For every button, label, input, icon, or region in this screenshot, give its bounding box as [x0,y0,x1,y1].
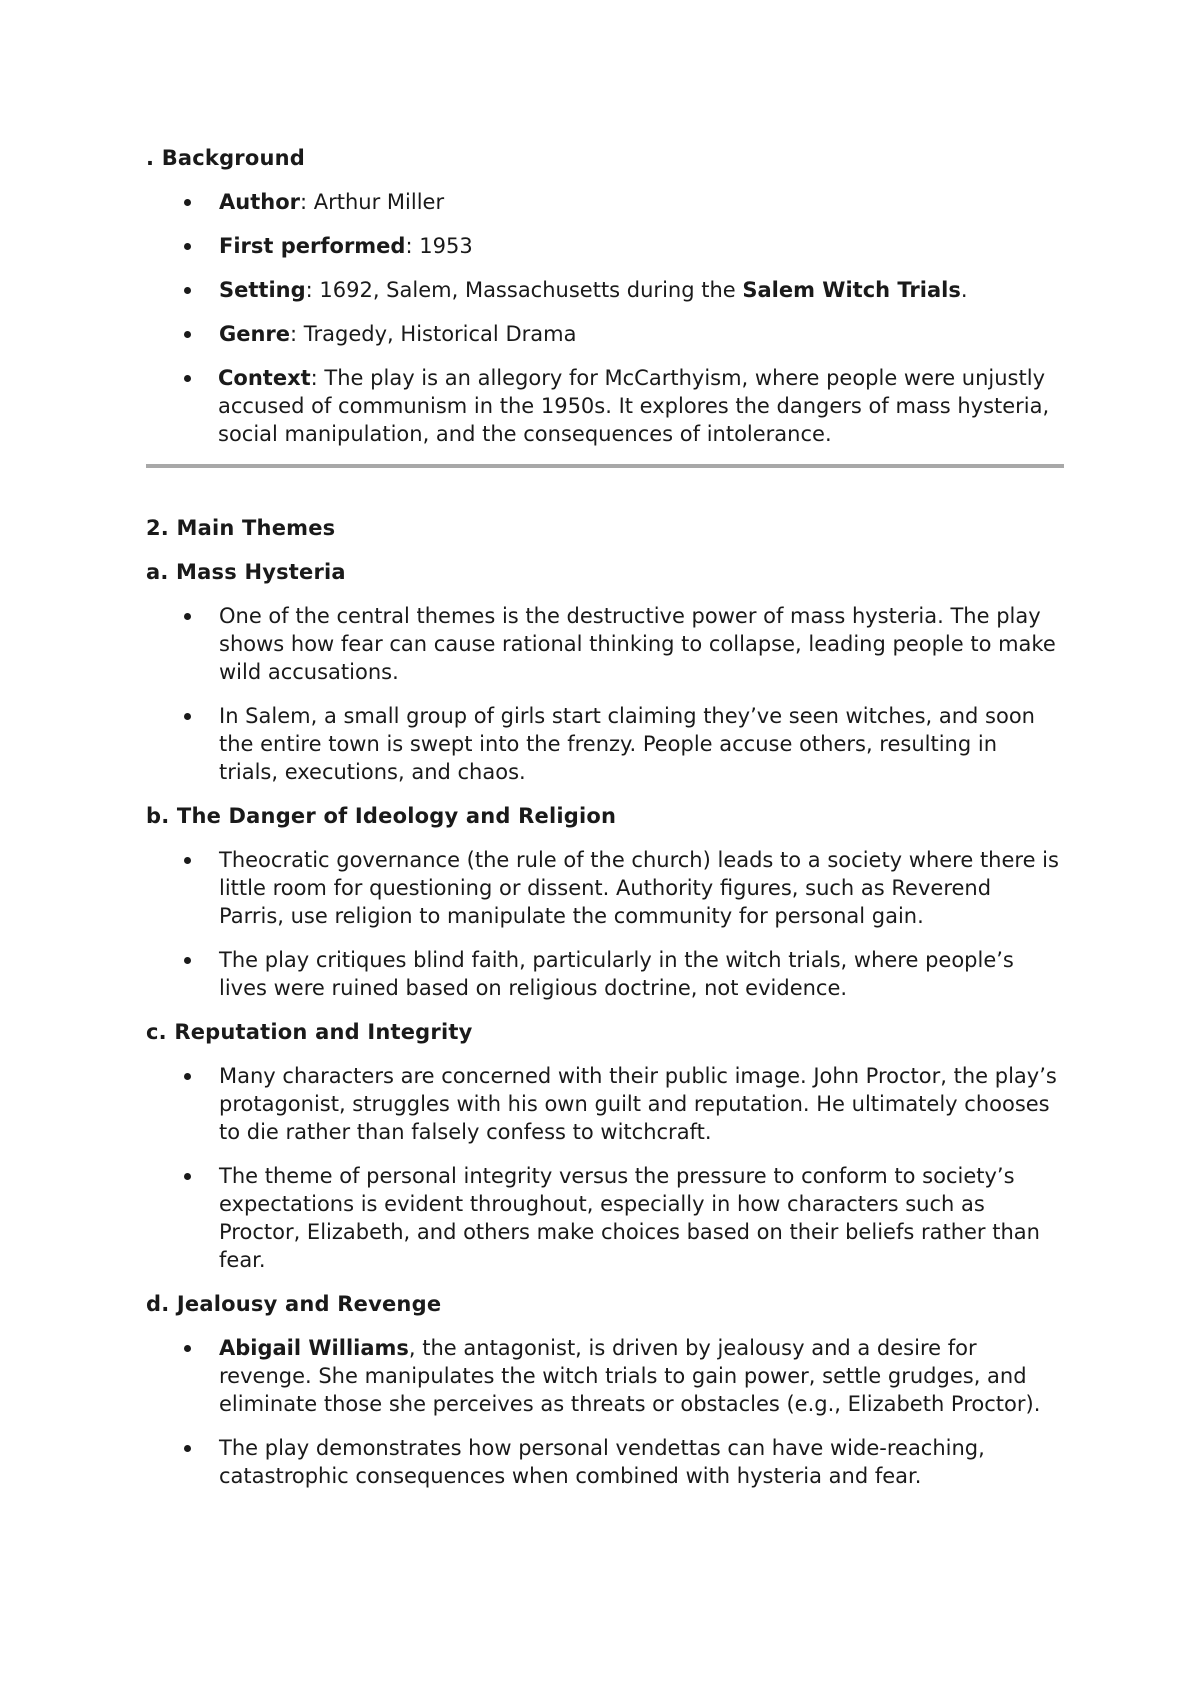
item-sep: : [310,366,325,390]
list-item [146,1434,1059,1490]
list-item [146,1334,1059,1418]
item-text: Theocratic governance (the rule of the church) leads to a society where there is little room for questioning or dissent. Authority figures, such as Reverend Parris, use religion to manipulate the community for personal gain. [219,848,1059,928]
document-page [146,144,1066,1506]
item-bold-phrase: Salem Witch Trials [742,278,961,302]
item-sep: : [290,322,304,346]
list-item [146,276,1059,304]
theme-heading-jealousy-revenge: d. Jealousy and Revenge [146,1292,442,1316]
theme-list [146,1062,1066,1274]
list-item [146,1062,1059,1146]
item-text: The theme of personal integrity versus the pressure to conform to society’s expectations is evident throughout, especially in how characters such as Proctor, Elizabeth, and others make choices based on their beliefs rather than fear. [219,1164,1040,1272]
item-text: The play critiques blind faith, particularly in the witch trials, where people’s lives were ruined based on religious doctrine, not evidence. [219,948,1014,1000]
item-bold-name: Abigail Williams [219,1336,409,1360]
item-text: One of the central themes is the destructive power of mass hysteria. The play shows how fear can cause rational thinking to collapse, leading people to make wild accusations. [219,604,1056,684]
item-tail: . [960,278,968,302]
item-text: , the antagonist, is driven by jealousy and a desire for revenge. She manipulates the witch trials to gain power, settle grudges, and eliminate those she perceives as threats or obstacles (e.g., Elizabeth Proctor). [219,1336,1041,1416]
item-label: Setting [219,278,306,302]
list-item [146,188,1059,216]
list-item [146,364,1058,448]
list-item [146,946,1059,1002]
item-text: In Salem, a small group of girls start claiming they’ve seen witches, and soon the entire town is swept into the frenzy. People accuse others, resulting in trials, executions, and chaos. [219,704,1035,784]
theme-heading-mass-hysteria: a. Mass Hysteria [146,560,346,584]
item-sep: : [305,278,320,302]
list-item [146,232,1059,260]
item-sep: : [299,190,314,214]
horizontal-rule [146,464,1064,468]
theme-list [146,1334,1066,1490]
item-text: 1953 [419,234,473,258]
item-label: Author [219,190,300,214]
item-text: The play is an allegory for McCarthyism, where people were unjustly accused of communism in the 1950s. It explores the dangers of mass hysteria, social manipulation, and the consequences of intolerance. [218,366,1050,446]
list-item [146,846,1059,930]
background-heading: . Background [146,146,306,170]
list-item [146,1162,1059,1274]
list-item [146,320,1059,348]
item-sep: : [405,234,420,258]
main-themes-heading: 2. Main Themes [146,516,336,540]
theme-list [146,846,1066,1002]
background-list [146,188,1066,448]
item-label: Genre [219,322,291,346]
item-text: The play demonstrates how personal vendettas can have wide-reaching, catastrophic consequences when combined with hysteria and fear. [219,1436,985,1488]
list-item [146,602,1059,686]
item-label: First performed [219,234,406,258]
theme-list [146,602,1066,786]
item-label: Context [218,366,311,390]
list-item [146,702,1059,786]
theme-heading-reputation-integrity: c. Reputation and Integrity [146,1020,473,1044]
item-text: Many characters are concerned with their public image. John Proctor, the play’s protagonist, struggles with his own guilt and reputation. He ultimately chooses to die rather than falsely confess to witchcraft. [219,1064,1057,1144]
theme-heading-ideology-religion: b. The Danger of Ideology and Religion [146,804,617,828]
item-text: Tragedy, Historical Drama [303,322,577,346]
item-text: 1692, Salem, Massachusetts during the [319,278,743,302]
item-text: Arthur Miller [313,190,445,214]
